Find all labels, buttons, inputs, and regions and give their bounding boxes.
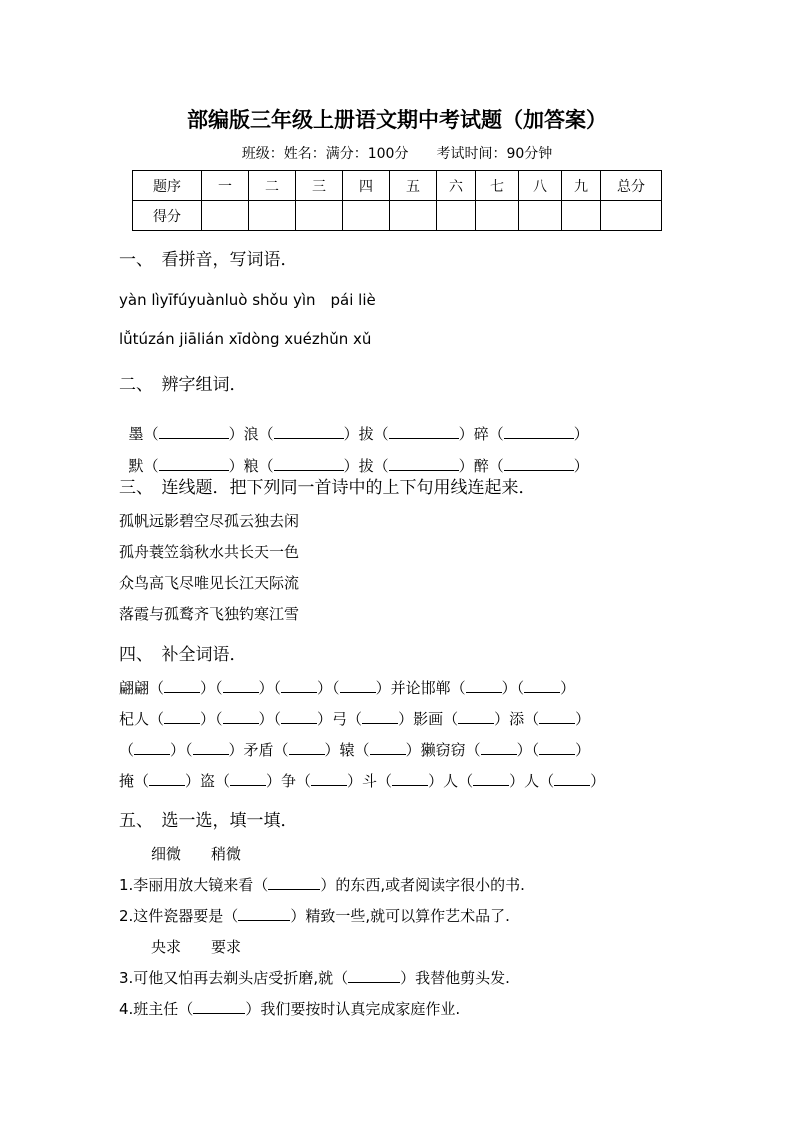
answer-blank[interactable] [164,709,200,724]
answer-blank[interactable] [473,771,509,786]
table-cell: 题序 [133,171,202,201]
answer-blank[interactable] [554,771,590,786]
answer-blank[interactable] [164,678,200,693]
answer-blank[interactable] [238,906,290,921]
char: 拔 [358,457,374,475]
question-2: 2.这件瓷器要是（ ）精致一些,就可以算作艺术品了. [119,907,510,925]
answer-blank[interactable] [193,999,245,1014]
answer-blank[interactable] [289,740,325,755]
section-heading-1: 一、 看拼音，写词语． [119,250,298,270]
section-heading-3: 三、 连线题．把下列同一首诗中的上下句用线连起来． [119,478,536,498]
score-input-cell[interactable] [296,201,343,231]
score-input-cell[interactable] [202,201,249,231]
question-3: 3.可他又怕再去剃头店受折磨,就（ ）我替他剪头发. [119,969,510,987]
char: 默 [128,457,144,475]
answer-blank[interactable] [466,678,502,693]
answer-blank[interactable] [274,456,344,471]
word-group-row-1: 墨（ ）浪（ ）拔（ ）碎（ ） [128,425,589,443]
poem-line: 孤舟蓑笠翁秋水共长天一色 [119,543,300,561]
score-table [132,170,662,231]
char: 墨 [128,425,144,443]
answer-blank[interactable] [348,968,400,983]
char: 醉 [473,457,489,475]
question-1: 1.李丽用放大镜来看（ ）的东西,或者阅读字很小的书. [119,876,525,894]
word-group-row-2: 默（ ）粮（ ）拔（ ）醉（ ） [128,457,589,475]
answer-blank[interactable] [392,771,428,786]
score-table-score-row [133,201,662,231]
score-table-header-row [133,171,662,201]
table-cell: 六 [437,171,476,201]
idiom-row-4: 掩（ ）盗（ ）争（ ）斗（ ）人（ ）人（ ） [119,772,606,790]
table-cell: 三 [296,171,343,201]
answer-blank[interactable] [268,875,320,890]
score-input-cell[interactable] [476,201,519,231]
answer-blank[interactable] [370,740,406,755]
table-cell: 九 [562,171,601,201]
table-cell: 八 [519,171,562,201]
table-cell: 四 [343,171,390,201]
idiom-row-1: 翩翩（ ）（ ）（ ）（ ）并论邯郸（ ）（ ） [119,679,576,697]
table-cell: 五 [390,171,437,201]
answer-blank[interactable] [340,678,376,693]
idiom-row-2: 杞人（ ）（ ）（ ）弓（ ）影画（ ）添（ ） [119,710,591,728]
answer-blank[interactable] [159,456,229,471]
word-choices: 央求 要求 [151,938,242,956]
answer-blank[interactable] [149,771,185,786]
table-cell: 总分 [601,171,662,201]
pinyin-line-2: lǚtúzán jiālián xīdòng xuézhǔn xǔ [119,330,372,348]
answer-blank[interactable] [539,740,575,755]
answer-blank[interactable] [389,456,459,471]
score-input-cell[interactable] [390,201,437,231]
answer-blank[interactable] [281,709,317,724]
section-heading-5: 五、 选一选，填一填． [119,811,298,831]
answer-blank[interactable] [362,709,398,724]
answer-blank[interactable] [458,709,494,724]
section-heading-2: 二、 辨字组词． [119,375,247,395]
char: 浪 [243,425,259,443]
pinyin-line-1: yàn lìyīfúyuànluò shǒu yìn pái liè [119,291,376,309]
table-cell: 七 [476,171,519,201]
table-cell: 一 [202,171,249,201]
answer-blank[interactable] [223,678,259,693]
idiom-row-3: （ ）（ ）矛盾（ ）辕（ ）獭窃窃（ ）（ ） [119,741,591,759]
char: 粮 [243,457,259,475]
answer-blank[interactable] [230,771,266,786]
answer-blank[interactable] [134,740,170,755]
answer-blank[interactable] [223,709,259,724]
word-choices: 细微 稍微 [151,845,242,863]
score-input-cell[interactable] [519,201,562,231]
char: 碎 [473,425,489,443]
section-heading-4: 四、 补全词语． [119,645,247,665]
poem-line: 落霞与孤鹜齐飞独钓寒江雪 [119,605,300,623]
score-input-cell[interactable] [601,201,662,231]
answer-blank[interactable] [524,678,560,693]
exam-info: 班级：姓名：满分：100分 考试时间：90分钟 [241,146,553,162]
score-input-cell[interactable] [562,201,601,231]
table-cell: 得分 [133,201,202,231]
poem-line: 众鸟高飞尽唯见长江天际流 [119,574,300,592]
score-input-cell[interactable] [249,201,296,231]
poem-line: 孤帆远影碧空尽孤云独去闲 [119,512,300,530]
question-4: 4.班主任（ ）我们要按时认真完成家庭作业. [119,1000,461,1018]
table-cell: 二 [249,171,296,201]
answer-blank[interactable] [481,740,517,755]
answer-blank[interactable] [281,678,317,693]
score-input-cell[interactable] [437,201,476,231]
answer-blank[interactable] [539,709,575,724]
page-title: 部编版三年级上册语文期中考试题（加答案） [187,107,607,132]
answer-blank[interactable] [504,456,574,471]
answer-blank[interactable] [193,740,229,755]
score-input-cell[interactable] [343,201,390,231]
char: 拔 [358,425,374,443]
answer-blank[interactable] [311,771,347,786]
